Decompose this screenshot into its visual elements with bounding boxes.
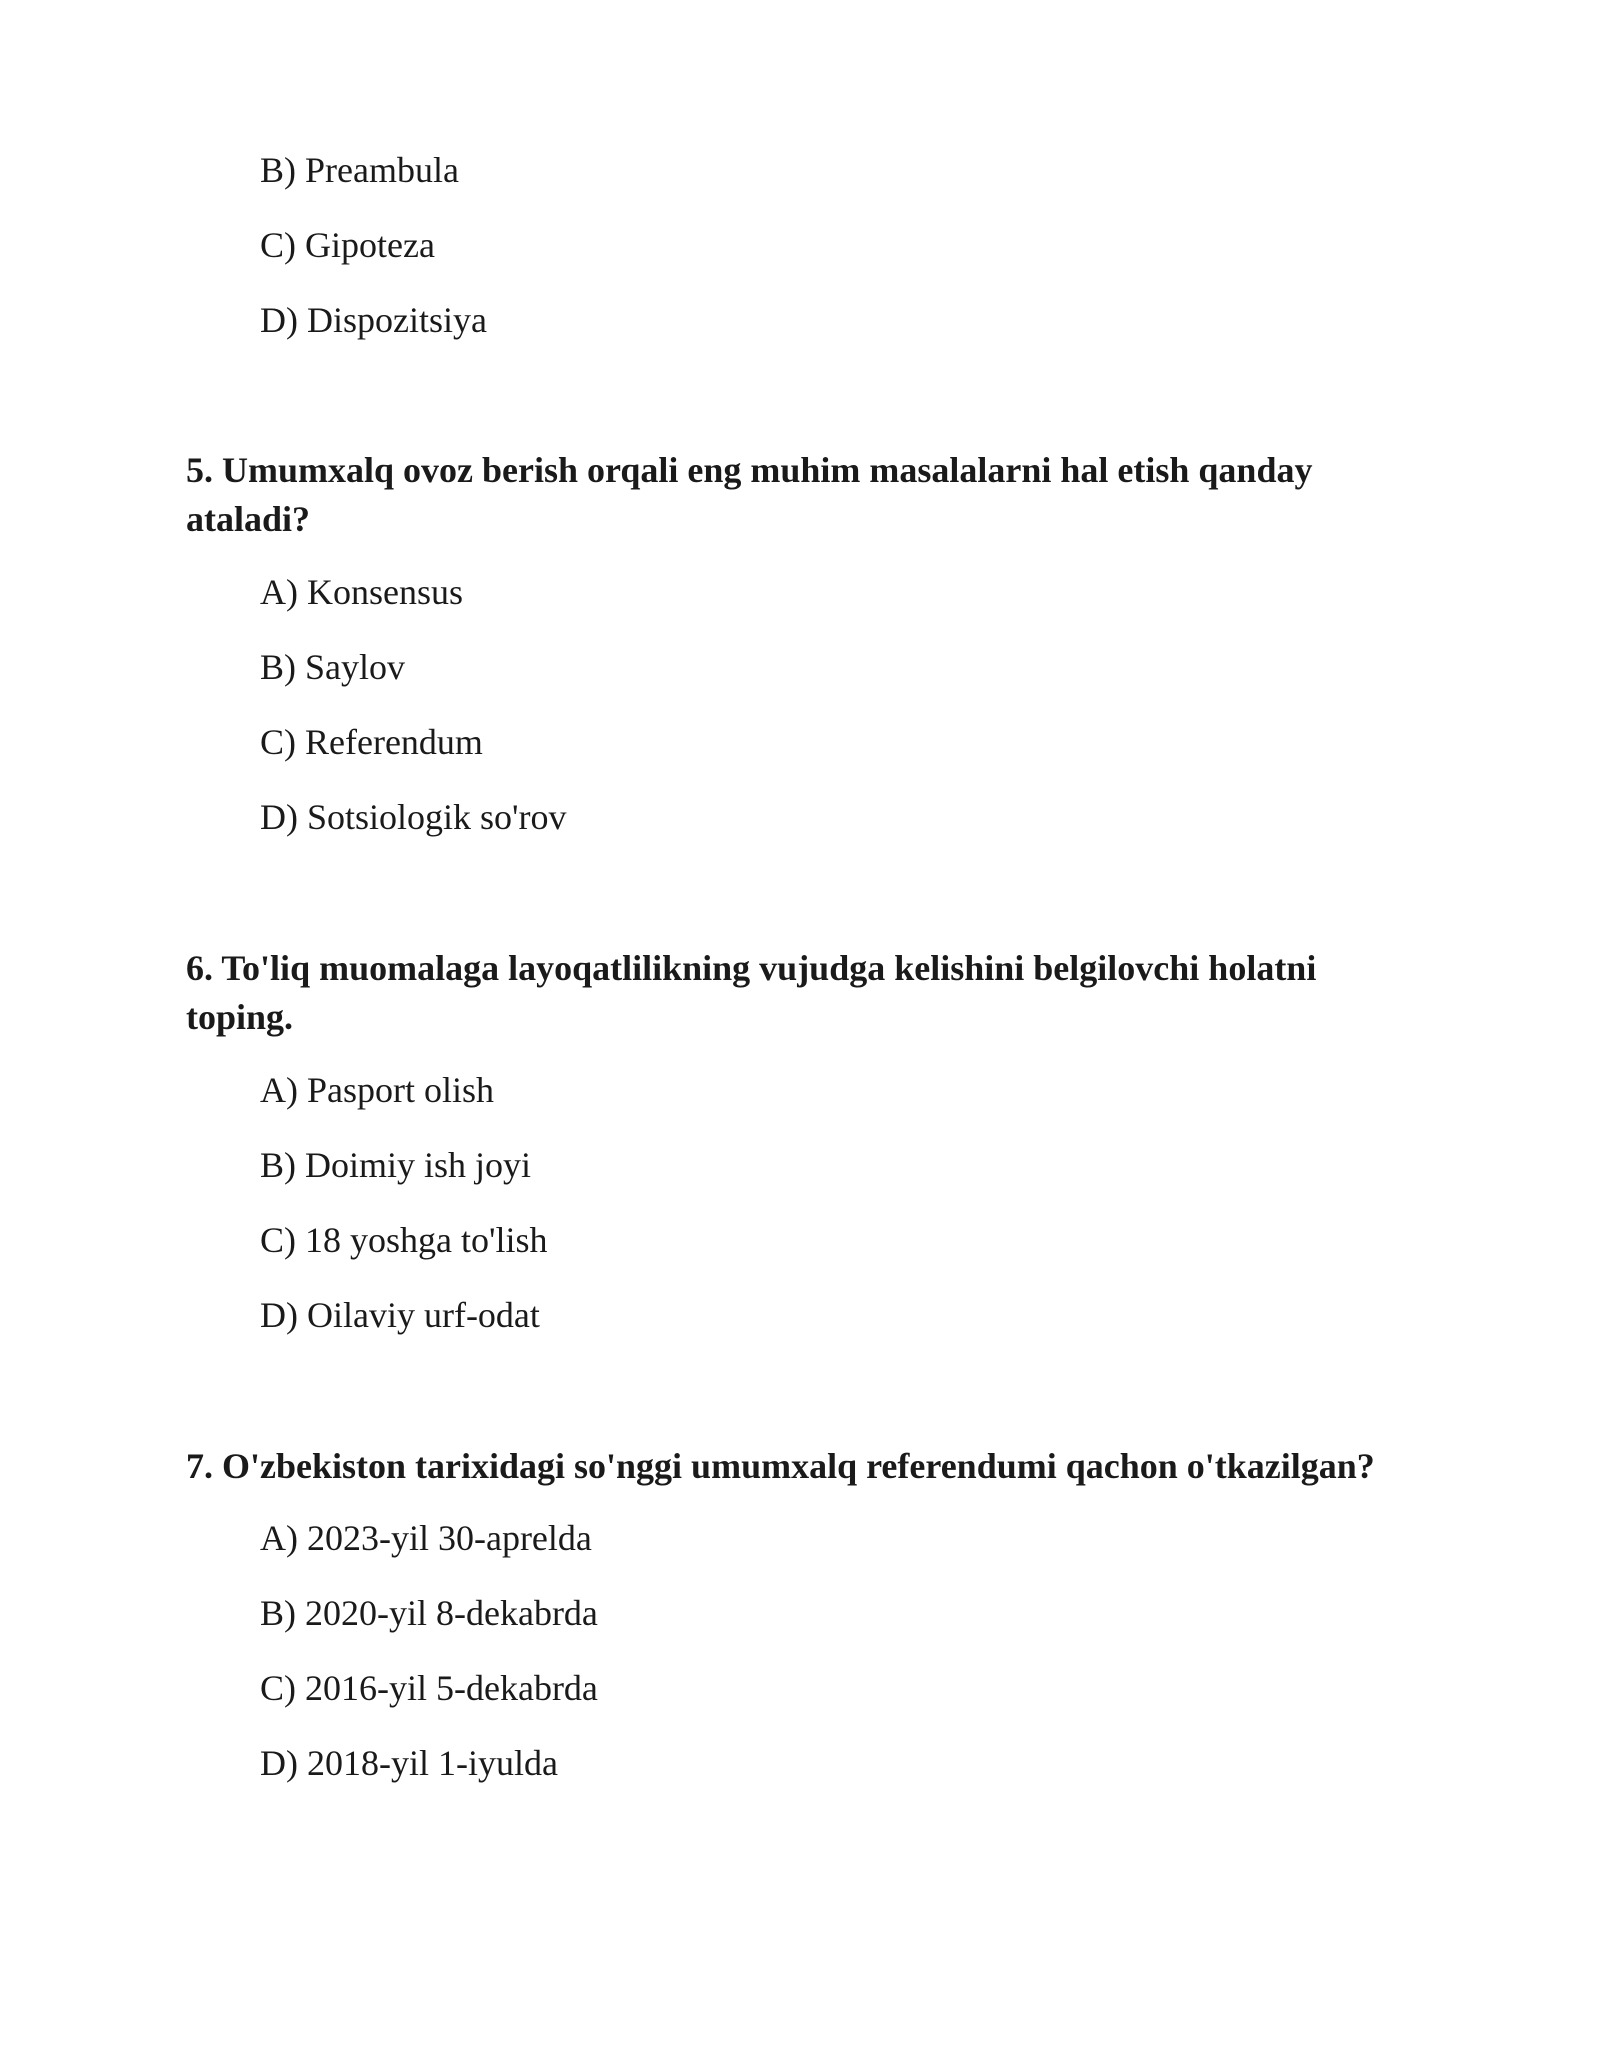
q6-option-c: C) 18 yoshga to'lish [260, 1220, 548, 1260]
q4-option-d: D) Dispozitsiya [260, 300, 487, 340]
question-5: 5. Umumxalq ovoz berish orqali eng muhim masalalarni hal etish qanday ataladi? [186, 450, 1313, 539]
question-7: 7. O'zbekiston tarixidagi so'nggi umumxalq referendumi qachon o'tkazilgan? [186, 1446, 1375, 1486]
q6-option-a: A) Pasport olish [260, 1070, 494, 1110]
q5-option-b: B) Saylov [260, 647, 406, 687]
q7-option-d: D) 2018-yil 1-iyulda [260, 1743, 558, 1783]
q7-option-a: A) 2023-yil 30-aprelda [260, 1518, 592, 1558]
q4-option-b: B) Preambula [260, 150, 459, 190]
q7-option-c: C) 2016-yil 5-dekabrda [260, 1668, 598, 1708]
q6-option-b: B) Doimiy ish joyi [260, 1145, 532, 1185]
question-6: 6. To'liq muomalaga layoqatlilikning vujudga kelishini belgilovchi holatni toping. [186, 948, 1317, 1037]
q6-option-d: D) Oilaviy urf-odat [260, 1295, 540, 1335]
q7-option-b: B) 2020-yil 8-dekabrda [260, 1593, 598, 1633]
q4-option-c: C) Gipoteza [260, 225, 435, 265]
q5-option-a: A) Konsensus [260, 572, 463, 612]
q5-option-d: D) Sotsiologik so'rov [260, 797, 567, 837]
q5-option-c: C) Referendum [260, 722, 483, 762]
